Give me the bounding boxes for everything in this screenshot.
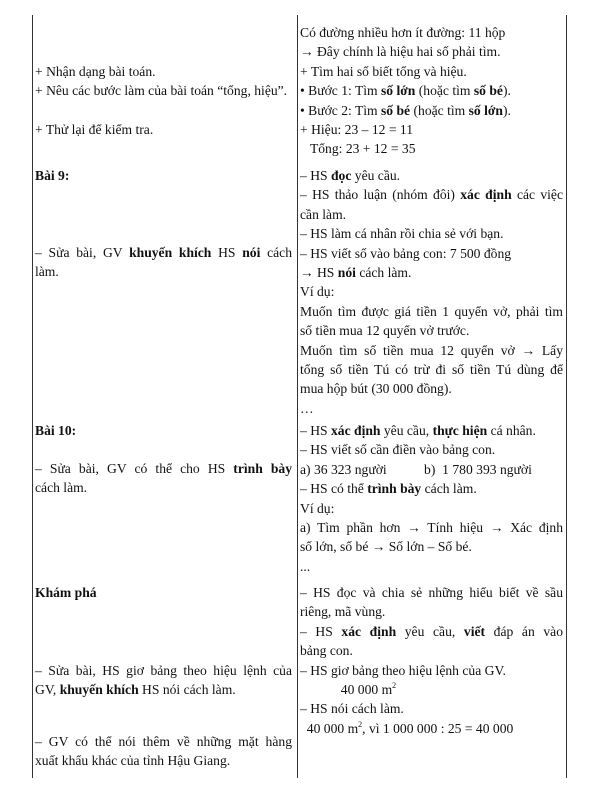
- text-line: [300, 421, 563, 440]
- superscript: Ví dụ:: [300, 284, 335, 300]
- text-line: [300, 166, 563, 185]
- text-line: [300, 440, 563, 459]
- superscript: + Tìm hai số biết tổng và hiệu.: [300, 63, 467, 79]
- superscript: – HS viết số vào bảng con: 7 500 đồng: [300, 245, 512, 261]
- bold-text: trình bày: [233, 461, 292, 476]
- superscript: • Bước 2: Tìm: [300, 102, 381, 118]
- text-line: [300, 139, 563, 158]
- superscript: – HS: [300, 423, 331, 438]
- text-line: [300, 42, 563, 61]
- superscript: , vì 1 000 000 : 25 = 40 000: [362, 720, 514, 736]
- superscript: …: [300, 400, 314, 416]
- table-border-left: [32, 15, 33, 778]
- superscript: (hoặc tìm: [410, 102, 469, 118]
- text-line: [35, 421, 292, 440]
- superscript: làm.: [35, 264, 59, 280]
- superscript: 2: [392, 680, 397, 690]
- superscript: + Nhận dạng bài toán.: [35, 64, 156, 79]
- superscript: + Nêu các bước làm của bài toán “tổng, hiệu”.: [35, 83, 288, 99]
- superscript: cách làm.: [421, 481, 477, 497]
- bold-text: xác định: [341, 623, 397, 639]
- text-line: [300, 263, 563, 282]
- superscript: Ví dụ:: [300, 500, 335, 516]
- text-line: [35, 262, 292, 281]
- superscript: – HS giơ bảng theo hiệu lệnh của GV.: [300, 662, 506, 678]
- text-line: [300, 641, 563, 660]
- superscript: + Hiệu: 23 – 12 = 11: [300, 121, 413, 137]
- superscript: Có đường nhiều hơn ít đường: 11 hộp: [300, 25, 506, 40]
- text-line: [300, 583, 563, 602]
- bold-text: xác định: [330, 423, 381, 438]
- bold-text: số bé: [473, 83, 503, 99]
- superscript: cách làm.: [35, 480, 88, 496]
- text-line: [300, 622, 563, 641]
- left-cell-khampha-title: [35, 583, 292, 602]
- text-line: [35, 81, 292, 100]
- superscript: cá nhân.: [487, 423, 536, 438]
- text-line: [300, 518, 563, 537]
- text-line: [300, 341, 563, 360]
- superscript: Muốn tìm số tiền mua 12 quyển vở → Lấy: [300, 342, 563, 358]
- text-line: [35, 583, 292, 602]
- superscript: Tổng: 23 + 12 = 35: [300, 141, 416, 157]
- text-line: [35, 661, 292, 680]
- text-line: [300, 399, 563, 418]
- superscript: ...: [300, 558, 311, 574]
- bold-text: số bé: [381, 102, 411, 118]
- superscript: 40 000 m: [300, 681, 393, 697]
- superscript: bảng con.: [300, 643, 353, 659]
- superscript: 40 000 m: [300, 720, 359, 736]
- superscript: cách làm.: [355, 264, 412, 280]
- superscript: – Sửa bài, GV có thể cho HS: [35, 461, 234, 476]
- text-line: [300, 62, 563, 81]
- text-line: [35, 120, 292, 139]
- text-line: [300, 661, 563, 680]
- text-line: [300, 537, 563, 556]
- superscript: yêu cầu,: [396, 623, 464, 639]
- superscript: số tiền mua 12 quyển vở trước.: [300, 323, 470, 339]
- text-line: [300, 460, 563, 479]
- superscript: yêu cầu,: [380, 423, 433, 438]
- text-line: [35, 680, 292, 699]
- superscript: cần làm.: [300, 206, 347, 222]
- text-line: [300, 282, 563, 301]
- text-line: [35, 166, 292, 185]
- right-cell-review: [300, 23, 563, 159]
- superscript: ).: [502, 102, 511, 118]
- superscript: 2: [358, 719, 363, 729]
- text-line: [300, 101, 563, 120]
- superscript: ).: [502, 83, 511, 99]
- superscript: – HS đọc và chia sẻ những hiểu biết về sầu: [300, 585, 563, 600]
- superscript: số lớn, số bé → Số lớn – Số bé.: [300, 539, 472, 555]
- bold-text: số lớn: [468, 102, 503, 118]
- superscript: – HS viết số cần điền vào bảng con.: [300, 442, 496, 458]
- superscript: a) Tìm phần hơn → Tính hiệu → Xác định: [300, 519, 563, 535]
- superscript: (hoặc tìm: [415, 83, 474, 99]
- superscript: – HS: [300, 623, 342, 639]
- superscript: các việc: [511, 187, 564, 203]
- right-cell-bai10: [300, 421, 563, 576]
- superscript: xuất khẩu khác của tỉnh Hậu Giang.: [35, 753, 231, 769]
- right-cell-bai9: [300, 166, 563, 418]
- left-cell-khampha-note1: [35, 661, 292, 700]
- text-line: [300, 479, 563, 498]
- bold-text: nói: [242, 245, 261, 260]
- superscript: Muốn tìm được giá tiền 1 quyển vở, phải tìm: [300, 303, 563, 319]
- superscript: HS nói cách làm.: [138, 682, 236, 698]
- text-line: [35, 478, 292, 497]
- text-line: [35, 101, 292, 120]
- left-cell-khampha-note2: [35, 732, 292, 771]
- text-line: [300, 302, 563, 321]
- text-line: [300, 224, 563, 243]
- text-line: [300, 23, 563, 42]
- text-line: [300, 321, 563, 340]
- left-cell-bai10-note: [35, 459, 292, 498]
- superscript: tổng số tiền Tú có trừ đi số tiền Tú dùng để: [300, 361, 563, 377]
- superscript: mua hộp bút (30 000 đồng).: [300, 381, 452, 397]
- text-line: [300, 120, 563, 139]
- superscript: yêu cầu.: [351, 168, 401, 183]
- text-line: [35, 732, 292, 751]
- text-line: [35, 243, 292, 262]
- text-line: [300, 185, 563, 204]
- left-cell-bai9-title: [35, 166, 292, 185]
- text-line: [300, 360, 563, 379]
- superscript: riêng, mã vùng.: [300, 604, 386, 620]
- text-line: [300, 379, 563, 398]
- superscript: – HS nói cách làm.: [300, 701, 404, 717]
- bold-text: trình bày: [367, 481, 422, 497]
- bold-text: nói: [337, 264, 356, 280]
- superscript: – HS làm cá nhân rồi chia sẻ với bạn.: [300, 226, 504, 242]
- bold-text: khuyến khích: [129, 245, 212, 260]
- text-line: [300, 499, 563, 518]
- bold-text: xác định: [460, 187, 512, 203]
- text-line: [300, 557, 563, 576]
- superscript: GV,: [35, 682, 60, 698]
- bold-text: số lớn: [381, 83, 416, 99]
- superscript: đáp án vào: [485, 623, 563, 639]
- superscript: – Sửa bài, GV: [35, 245, 130, 260]
- bold-text: Khám phá: [35, 585, 97, 600]
- bold-text: thực hiện: [432, 423, 488, 438]
- bold-text: đọc: [330, 168, 352, 183]
- superscript: cách: [260, 245, 292, 260]
- text-line: [35, 459, 292, 478]
- superscript: – Sửa bài, HS giơ bảng theo hiệu lệnh của: [35, 663, 292, 678]
- superscript: → Đây chính là hiệu hai số phải tìm.: [300, 44, 501, 60]
- superscript: HS: [211, 245, 243, 260]
- superscript: a) 36 323 người b) 1 780 393 người: [300, 461, 532, 477]
- superscript: + Thử lại để kiểm tra.: [35, 122, 154, 138]
- right-cell-khampha: [300, 583, 563, 738]
- left-cell-bai9-note: [35, 243, 292, 282]
- bold-text: Bài 10:: [35, 423, 77, 438]
- superscript: – HS có thể: [300, 481, 368, 497]
- bold-text: khuyến khích: [59, 682, 139, 698]
- text-line: [35, 62, 292, 81]
- bold-text: Bài 9:: [35, 168, 70, 183]
- text-line: [300, 244, 563, 263]
- superscript: • Bước 1: Tìm: [300, 83, 381, 99]
- left-cell-bai10-title: [35, 421, 292, 440]
- text-line: [35, 751, 292, 770]
- superscript: → HS: [300, 264, 338, 280]
- superscript: – HS thảo luận (nhóm đôi): [300, 187, 461, 203]
- table-border-middle: [297, 15, 298, 778]
- text-line: [300, 205, 563, 224]
- text-line: [300, 699, 563, 718]
- text-line: [300, 602, 563, 621]
- superscript: – GV có thể nói thêm về những mặt hàng: [35, 734, 292, 749]
- bold-text: viết: [463, 623, 486, 639]
- left-cell-review: [35, 62, 292, 140]
- table-border-right: [566, 15, 567, 778]
- text-line: [300, 719, 563, 738]
- superscript: – HS: [300, 168, 331, 183]
- text-line: [300, 680, 563, 699]
- text-line: [300, 81, 563, 100]
